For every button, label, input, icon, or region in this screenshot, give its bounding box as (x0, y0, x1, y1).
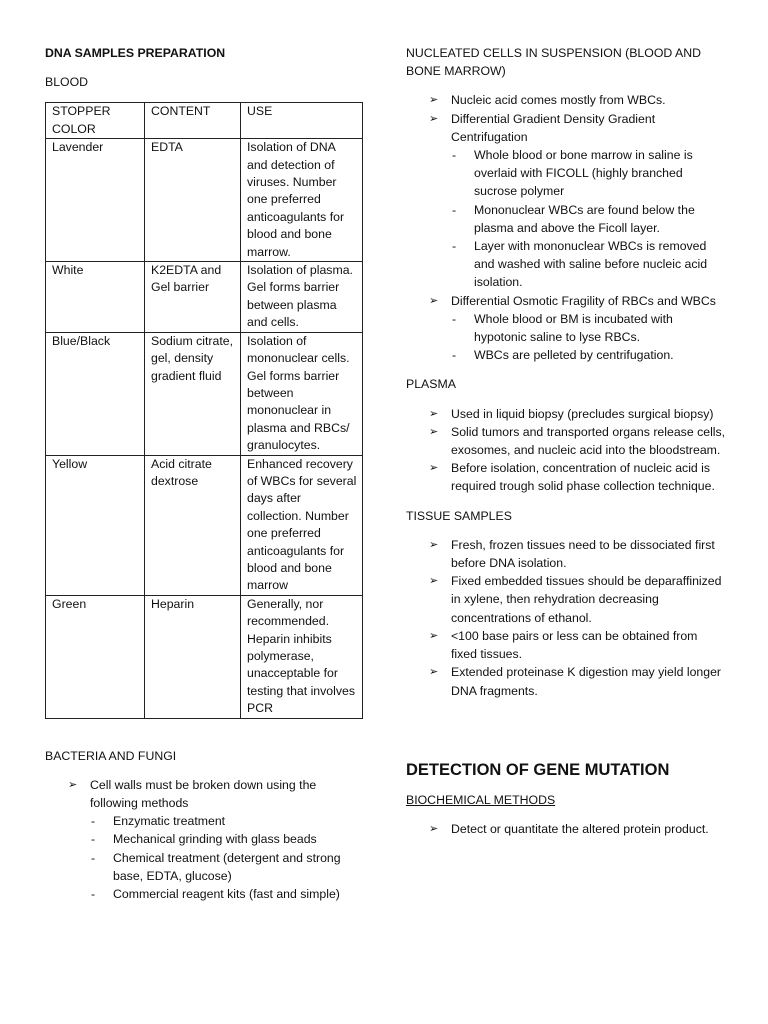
list-item-text: Used in liquid biopsy (precludes surgical biopsy) (451, 406, 714, 421)
bacteria-fungi-label: BACTERIA AND FUNGI (45, 748, 177, 763)
sub-list-item-text: Whole blood or BM is incubated with hypotonic saline to lyse RBCs. (474, 311, 673, 345)
sub-list-item (91, 849, 363, 885)
sub-list-item (452, 201, 726, 237)
dash-bullet: - (91, 832, 96, 847)
list-item (429, 292, 726, 365)
blood-label: BLOOD (45, 75, 89, 90)
nucleated-list (406, 91, 726, 364)
list-item-text: Nucleic acid comes mostly from WBCs. (451, 93, 666, 108)
tissue-samples-label: TISSUE SAMPLES (406, 508, 512, 523)
arrow-bullet-icon: ➢ (429, 629, 439, 642)
dash-bullet: - (91, 887, 96, 902)
table-cell: Isolation of plasma. Gel forms barrier between plasma and cells. (241, 262, 363, 333)
table-row (46, 262, 363, 333)
dash-bullet: - (452, 311, 457, 326)
list-item (429, 423, 726, 459)
page-title: DNA SAMPLES PREPARATION (45, 46, 226, 60)
dash-bullet: - (452, 148, 457, 163)
arrow-bullet-icon: ➢ (429, 407, 439, 420)
method-sublist (90, 812, 363, 903)
list-item-text: Cell walls must be broken down using the following methods (90, 777, 317, 811)
osmotic-sublist (451, 310, 726, 365)
arrow-bullet-icon: ➢ (429, 112, 439, 125)
arrow-bullet-icon: ➢ (429, 294, 439, 307)
sub-list-item-text: Chemical treatment (detergent and strong base, EDTA, glucose) (113, 850, 341, 883)
nucleated-cells-label: NUCLEATED CELLS IN SUSPENSION (BLOOD AND BONE MARROW) (406, 46, 701, 79)
sub-list-item-text: Whole blood or bone marrow in saline is overlaid with FICOLL (highly branched sucrose polymer (474, 148, 693, 199)
list-item (429, 110, 726, 292)
table-cell: Enhanced recovery of WBCs for several days after collection. Number one preferred anticoagulants for blood and bone marrow (241, 455, 363, 595)
sub-list-item (452, 146, 726, 201)
sub-list-item (91, 830, 363, 848)
table-cell: Blue/Black (46, 332, 145, 455)
table-row (46, 595, 363, 718)
list-item (429, 820, 726, 838)
arrow-bullet-icon: ➢ (68, 778, 78, 791)
arrow-bullet-icon: ➢ (429, 94, 439, 107)
arrow-bullet-icon: ➢ (429, 462, 439, 475)
list-item (429, 91, 726, 109)
table-cell: Lavender (46, 139, 145, 262)
sub-list-item (452, 237, 726, 292)
sub-list-item-text: Mononuclear WBCs are found below the plasma and above the Ficoll layer. (474, 202, 695, 235)
list-item (68, 776, 363, 903)
biochemical-list (406, 820, 726, 838)
list-item (429, 405, 726, 423)
table-cell: EDTA (145, 139, 241, 262)
sub-list-item-text: Enzymatic treatment (113, 814, 226, 829)
table-cell: Generally, nor recommended. Heparin inhibits polymerase, unacceptable for testing that involves PCR (241, 595, 363, 718)
arrow-bullet-icon: ➢ (429, 538, 439, 551)
stopper-table (45, 102, 363, 718)
section-spacer (406, 711, 726, 759)
list-item-text: Differential Osmotic Fragility of RBCs and WBCs (451, 293, 716, 308)
gradient-sublist (451, 146, 726, 292)
table-cell: Green (46, 595, 145, 718)
arrow-bullet-icon: ➢ (429, 575, 439, 588)
list-item-text: Before isolation, concentration of nucleic acid is required trough solid phase collection technique. (451, 461, 715, 494)
list-item-text: Differential Gradient Density Gradient Centrifugation (451, 111, 656, 144)
sub-list-item (452, 346, 726, 364)
table-row (46, 455, 363, 595)
list-item (429, 536, 726, 572)
sub-list-item (91, 885, 363, 903)
table-cell: Yellow (46, 455, 145, 595)
list-item-text: Extended proteinase K digestion may yield longer DNA fragments. (451, 665, 722, 698)
table-cell: Isolation of mononuclear cells. Gel forms barrier between mononuclear in plasma and RBCs/ granulocytes. (241, 332, 363, 455)
list-item-text: Fresh, frozen tissues need to be dissociated first before DNA isolation. (451, 537, 715, 571)
list-item-text: Solid tumors and transported organs release cells, exosomes, and nucleic acid into the bloodstream. (451, 424, 726, 458)
list-item-text: <100 base pairs or less can be obtained from fixed tissues. (451, 628, 698, 662)
table-row (46, 139, 363, 262)
left-column (45, 44, 363, 914)
list-item (429, 627, 726, 663)
table-cell: White (46, 262, 145, 333)
table-cell: Sodium citrate, gel, density gradient fluid (145, 332, 241, 455)
plasma-label: PLASMA (406, 377, 456, 392)
list-item-text: Detect or quantitate the altered protein product. (451, 821, 709, 836)
table-row (46, 332, 363, 455)
dash-bullet: - (452, 239, 457, 254)
table-header-row (46, 103, 363, 139)
list-item (429, 663, 726, 699)
sub-list-item (452, 310, 726, 346)
plasma-list (406, 405, 726, 496)
table-cell: K2EDTA and Gel barrier (145, 262, 241, 333)
dash-bullet: - (452, 202, 457, 217)
sub-list-item-text: Commercial reagent kits (fast and simple) (113, 887, 340, 902)
bacteria-list (45, 776, 363, 903)
arrow-bullet-icon: ➢ (429, 425, 439, 438)
sub-list-item-text: Layer with mononuclear WBCs is removed and washed with saline before nucleic acid isolation. (474, 239, 708, 290)
table-cell: Heparin (145, 595, 241, 718)
list-item (429, 572, 726, 627)
sub-list-item-text: WBCs are pelleted by centrifugation. (474, 348, 674, 363)
table-header-cell: STOPPER COLOR (46, 103, 145, 139)
dash-bullet: - (452, 348, 457, 363)
list-item (429, 459, 726, 495)
right-column (406, 44, 726, 849)
table-cell: Isolation of DNA and detection of viruses. Number one preferred anticoagulants for blood and bone marrow. (241, 139, 363, 262)
table-header-cell: USE (241, 103, 363, 139)
mutation-section-title: DETECTION OF GENE MUTATION (406, 760, 670, 779)
table-header-cell: CONTENT (145, 103, 241, 139)
table-cell: Acid citrate dextrose (145, 455, 241, 595)
list-item-text: Fixed embedded tissues should be deparaffinized in xylene, then rehydration decreasing concentrations of ethanol. (451, 574, 722, 625)
arrow-bullet-icon: ➢ (429, 822, 439, 835)
dash-bullet: - (91, 850, 96, 865)
dash-bullet: - (91, 814, 96, 829)
sub-list-item (91, 812, 363, 830)
tissue-list (406, 536, 726, 700)
biochemical-methods-label: BIOCHEMICAL METHODS (406, 792, 556, 807)
sub-list-item-text: Mechanical grinding with glass beads (113, 832, 317, 847)
arrow-bullet-icon: ➢ (429, 666, 439, 679)
